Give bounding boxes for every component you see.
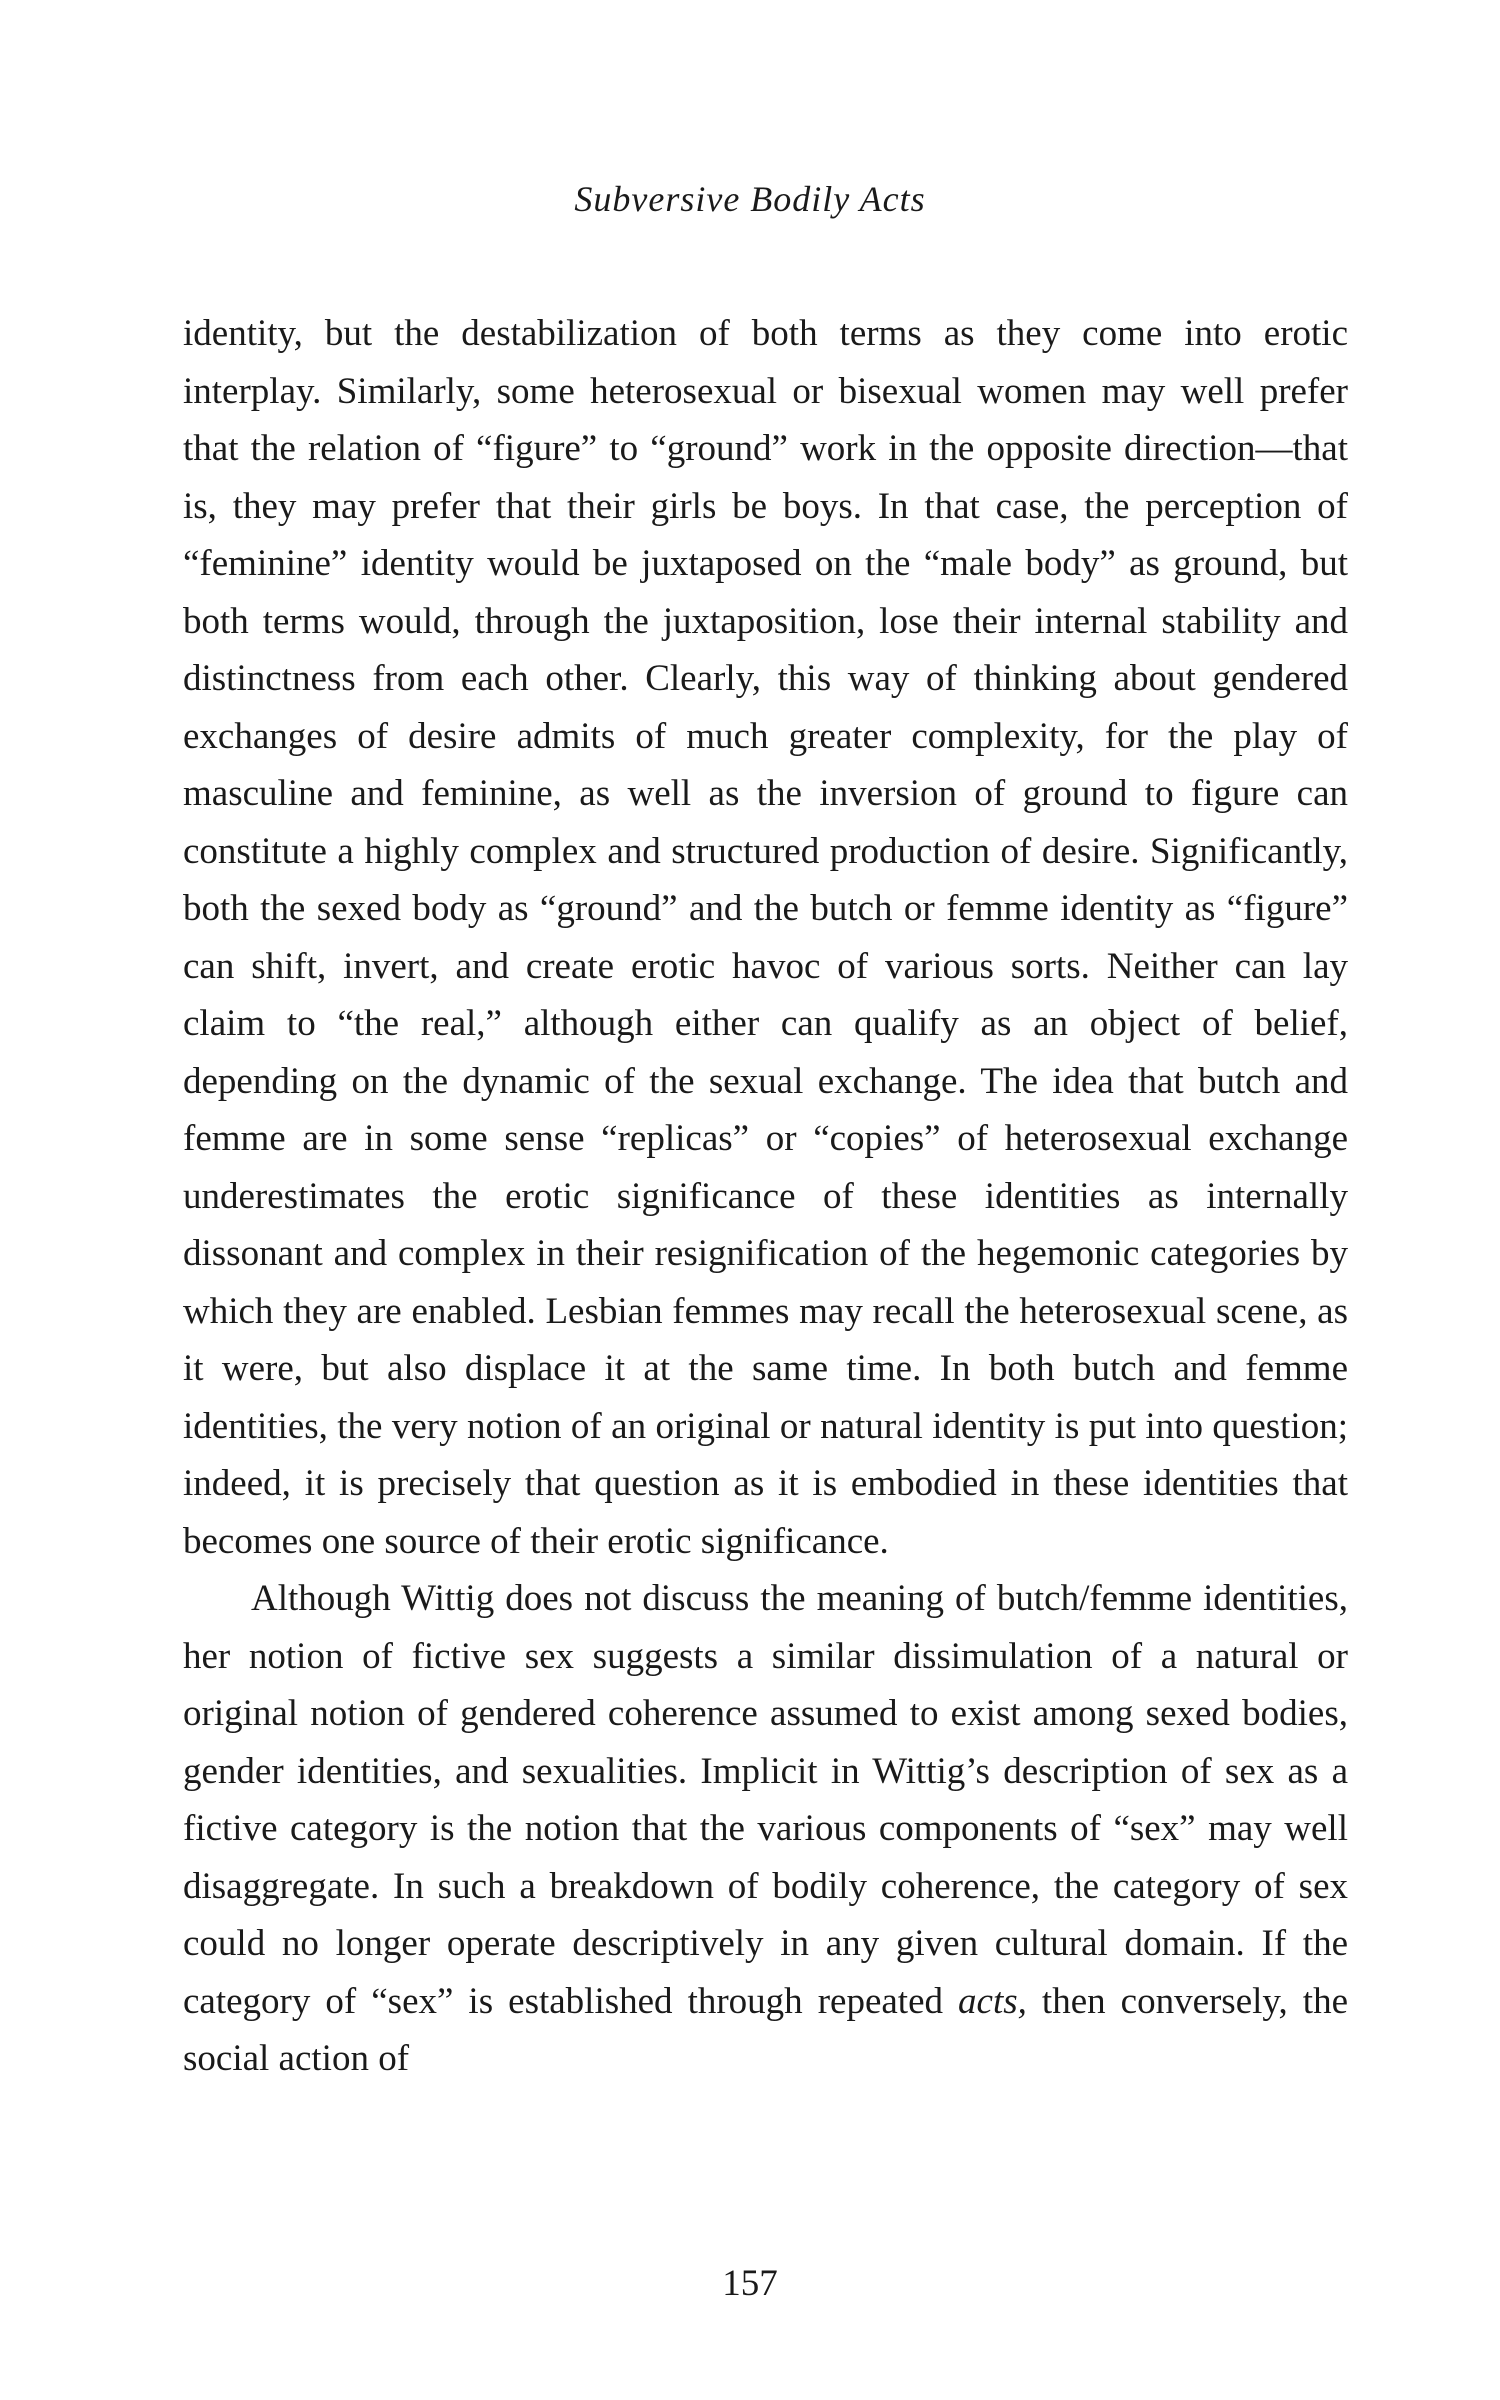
page-number: 157 [722, 2263, 778, 2304]
body-text [183, 305, 1348, 2088]
paragraph-1-text: identity, but the destabilization of both terms as they come into erotic interplay. Similarly, some heterosexual or bisexual women may well prefer that the relation of “figure” to “ground” work in the opposite direction—that is, they may prefer that their girls be boys. In that case, the perception of “feminine” identity would be juxtaposed on the “male body” as ground, but both terms would, through the juxtaposition, lose their internal stability and distinctness from each other. Clearly, this way of thinking about gendered exchanges of desire admits of much greater complexity, for the play of masculine and feminine, as well as the inversion of ground to figure can constitute a highly complex and structured production of desire. Significantly, both the sexed body as “ground” and the butch or femme identity as “figure” can shift, invert, and create erotic havoc of various sorts. Neither can lay claim to “the real,” although either can qualify as an object of belief, depending on the dynamic of the sexual exchange. The idea that butch and femme are in some sense “replicas” or “copies” of heterosexual exchange underestimates the erotic significance of these identities as internally dissonant and complex in their resignification of the hegemonic categories by which they are enabled. Lesbian femmes may recall the heterosexual scene, as it were, but also displace it at the same time. In both butch and femme identities, the very notion of an original or natural identity is put into question; indeed, it is precisely that question as it is embodied in these identities that becomes one source of their erotic significance. [183, 313, 1348, 1562]
paragraph-2-text-end: then conversely, the social action of [183, 1980, 1348, 2079]
paragraph-2-text-start: Although Wittig does not discuss the meaning of butch/femme identities, her notion of fictive sex suggests a similar dissimulation of a natural or original notion of gendered coherence assumed to exist among sexed bodies, gender identities, and sexualities. Implicit in Wittig’s description of sex as a fictive category is the notion that the various components of “sex” may well disaggregate. In such a breakdown of bodily coherence, the category of sex could no longer operate descriptively in any given cultural domain. If the category of “sex” is established through repeated [183, 1578, 1348, 2022]
running-head: Subversive Bodily Acts [574, 179, 926, 219]
paragraph-1 [183, 305, 1348, 1570]
paragraph-2 [183, 1570, 1348, 2088]
emphasis-acts: acts, [958, 1980, 1027, 2022]
